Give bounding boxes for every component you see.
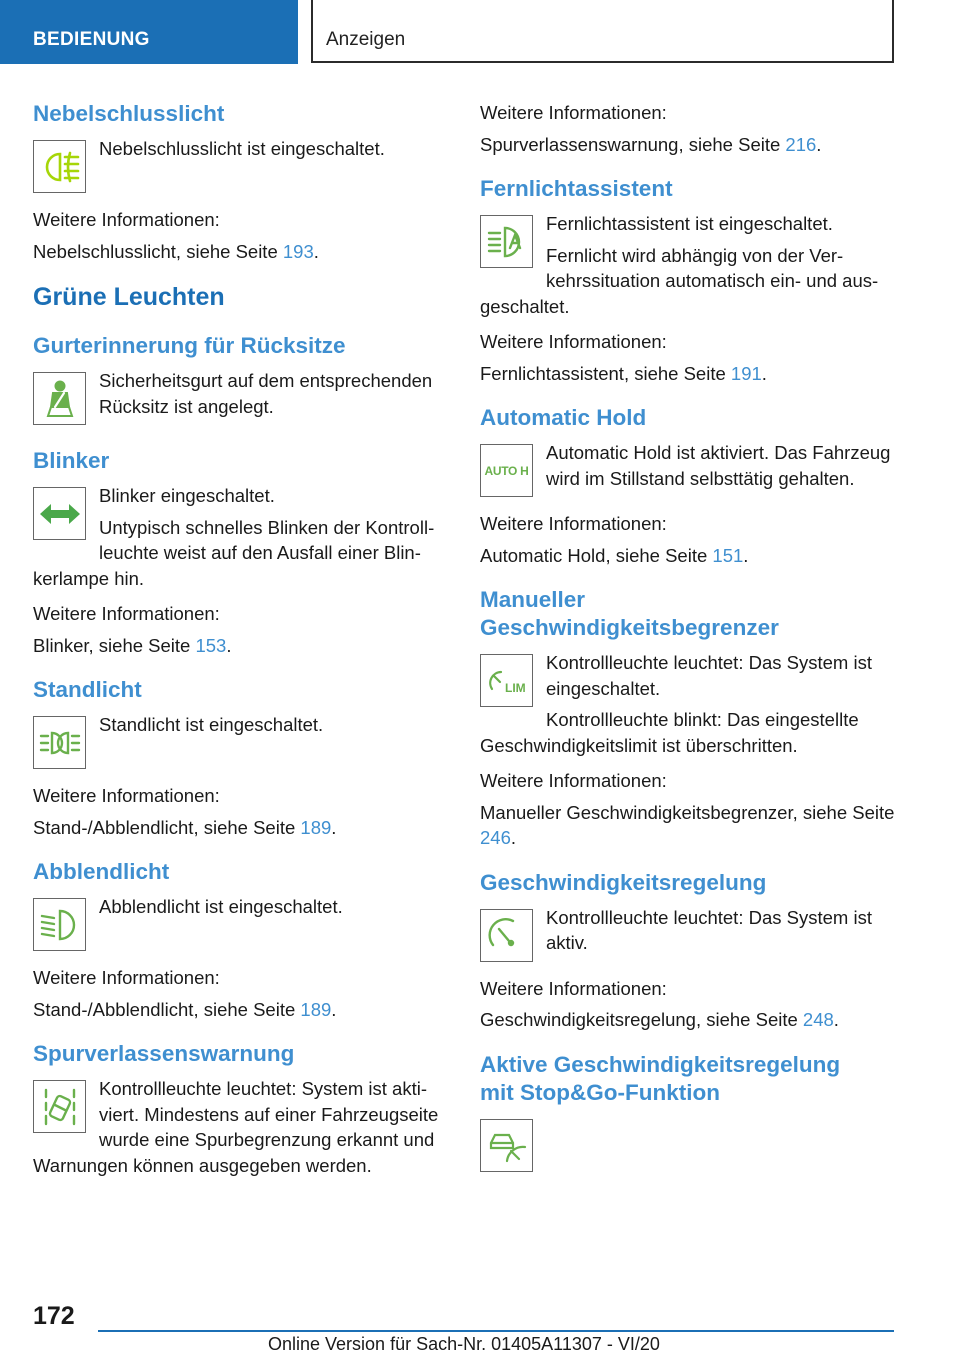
speed-limiter-icon xyxy=(480,654,533,707)
text-nebelschlusslicht: Nebelschlusslicht ist eingeschaltet. xyxy=(99,138,385,159)
section-abblendlicht: Abblendlicht Abblendlicht ist eingeschaltet. Weitere Informationen: Stand-/Abblendlicht, siehe Seite 189. xyxy=(33,858,449,1022)
cruise-control-icon xyxy=(480,909,533,962)
section-geschwindigkeitsregelung: Geschwindigkeitsregelung Kontrollleuchte leuchtet: Das System ist aktiv. Weitere Informationen: Geschwindigkeitsregelung, siehe Seite 248. xyxy=(480,869,896,1033)
lane-departure-icon xyxy=(33,1080,86,1133)
section-acc-stop-go xyxy=(480,1051,896,1176)
heading-geschwindigkeitsregelung: Geschwindigkeitsregelung xyxy=(480,869,767,895)
page-link[interactable]: 151 xyxy=(712,544,744,566)
section-geschwindigkeitsbegrenzer: Manueller Geschwindigkeitsbegrenzer LIM Kontrollleuchte leuchtet: Das System ist eingeschaltet. Kontrollleuchte blinkt: Das eingestellte Geschwindigkeitslimit ist überschritten. Weitere Informationen: Manueller Geschwindigkeitsbegrenzer, siehe Seite 246. xyxy=(480,587,895,848)
right-column xyxy=(480,100,896,1194)
speed-limiter-icon-text: LIM xyxy=(504,680,526,695)
text-spurverlassenswarnung: Kontrollleuchte leuchtet: System ist aktiviert. Mindestens auf einer Fahrzeugseite wurde eine Spurbegrenzung erkannt und Warnungen können ausgegeben werden. xyxy=(33,1078,439,1176)
heading-abblendlicht: Abblendlicht xyxy=(33,859,170,884)
text-fernlicht-2: Fernlicht wird abhängig von der Verkehrssituation automatisch ein- und ausgeschaltet. xyxy=(480,244,879,317)
section-gurterinnerung xyxy=(33,332,449,429)
info-label: Weitere Informationen: xyxy=(33,209,220,230)
ref-text: Nebelschlusslicht, siehe Seite xyxy=(33,240,283,262)
high-beam-assistant-icon xyxy=(480,215,533,268)
text-lim-2: Kontrollleuchte blinkt: Das eingestellte Geschwindigkeitslimit ist überschritten. xyxy=(480,709,859,756)
heading-spurverlassenswarnung: Spurverlassenswarnung xyxy=(33,1041,295,1066)
ref-text: Stand-/Abblendlicht, siehe Seite xyxy=(33,998,301,1020)
text-fernlicht-1: Fernlichtassistent ist eingeschaltet. xyxy=(546,213,833,234)
ref-text: Spurverlassenswarnung, siehe Seite xyxy=(480,133,786,155)
footer-online-version: Online Version für Sach-Nr. 01405A11307 - VI/20 xyxy=(268,1334,660,1354)
section-fernlichtassistent: Fernlichtassistent Fernlichtassistent ist eingeschaltet. Fernlicht wird abhängig von der Verkehrssituation automatisch ein- und ausgeschaltet. Weitere Informationen: Fernlichtassistent, siehe Seite 191. xyxy=(480,175,896,386)
text-geschwindigkeitsregelung: Kontrollleuchte leuchtet: Das System ist aktiv. xyxy=(546,906,872,953)
heading-standlicht: Standlicht xyxy=(33,677,142,702)
page-link[interactable]: 248 xyxy=(802,1009,834,1030)
info-label: Weitere Informationen: xyxy=(480,331,667,352)
heading-geschwindigkeitsbegrenzer: Manueller Geschwindigkeitsbegrenzer xyxy=(480,587,779,640)
page-number: 172 xyxy=(33,1302,75,1330)
ref-text: Automatic Hold, siehe Seite xyxy=(480,544,713,566)
text-automatic-hold: Automatic Hold ist aktiviert. Das Fahrzeug wird im Stillstand selbsttätig gehalten. xyxy=(546,442,891,489)
active-cruise-control-icon xyxy=(480,1119,533,1172)
page-link[interactable]: 153 xyxy=(195,634,227,656)
ref-text: Geschwindigkeitsregelung, siehe Seite xyxy=(480,1009,803,1030)
page-link[interactable]: 193 xyxy=(282,240,314,262)
heading-fernlichtassistent: Fernlichtassistent xyxy=(480,176,673,201)
info-label: Weitere Informationen: xyxy=(33,785,220,806)
auto-hold-icon-text: AUTO H xyxy=(484,463,529,478)
info-label: Weitere Informationen: xyxy=(480,977,667,999)
text-lim-1: Kontrollleuchte leuchtet: Das System ist eingeschaltet. xyxy=(546,652,872,699)
section-spur-info: Weitere Informationen: Spurverlassenswarnung, siehe Seite 216. xyxy=(480,100,896,157)
text-blinker-1: Blinker eingeschaltet. xyxy=(99,485,275,506)
turn-signal-icon xyxy=(33,487,86,540)
text-gurterinnerung: Sicherheitsgurt auf dem entsprechenden Rücksitz ist angelegt. xyxy=(99,370,433,417)
info-label: Weitere Informationen: xyxy=(480,513,667,534)
heading-nebelschlusslicht: Nebelschlusslicht xyxy=(33,101,225,126)
heading-automatic-hold: Automatic Hold xyxy=(480,405,647,430)
section-nebelschlusslicht: Nebelschlusslicht Nebelschlusslicht ist eingeschaltet. Weitere Informationen: Nebelschlusslicht, siehe Seite 193. xyxy=(33,100,449,264)
text-standlicht: Standlicht ist eingeschaltet. xyxy=(99,714,324,735)
chapter-title: Anzeigen xyxy=(326,29,406,50)
footer-divider xyxy=(98,1330,894,1332)
section-tab xyxy=(0,0,298,64)
page-link[interactable]: 189 xyxy=(300,998,332,1020)
section-standlicht: Standlicht Standlicht ist eingeschaltet. Weitere Informationen: Stand-/Abblendlicht, siehe Seite 189. xyxy=(33,676,449,840)
heading-gruene-leuchten: Grüne Leuchten xyxy=(33,283,225,311)
info-label: Weitere Informationen: xyxy=(480,770,667,791)
low-beam-icon xyxy=(33,898,86,951)
section-title: BEDIENUNG xyxy=(33,29,150,50)
heading-blinker: Blinker xyxy=(33,448,110,473)
left-column xyxy=(33,100,449,1196)
info-label: Weitere Informationen: xyxy=(33,967,220,988)
ref-text: Manueller Geschwindigkeitsbegrenzer, siehe Seite xyxy=(480,801,895,823)
page-link[interactable]: 246 xyxy=(480,827,511,848)
info-label: Weitere Informationen: xyxy=(33,603,220,624)
section-blinker: Blinker Blinker eingeschaltet. Untypisch schnelles Blinken der Kontrollleuchte weist auf den Ausfall einer Blinkerlampe hin. Weitere Informationen: Blinker, siehe Seite 153. xyxy=(33,447,449,658)
parking-light-icon xyxy=(33,716,86,769)
heading-gurterinnerung: Gurterinnerung für Rücksitze xyxy=(33,333,346,358)
page-link[interactable]: 189 xyxy=(300,816,332,838)
info-label: Weitere Informationen: xyxy=(480,102,667,123)
heading-acc-stop-go: Aktive Geschwindigkeitsregelung mit Stop&Go-Funktion xyxy=(480,1051,841,1105)
rear-fog-light-icon xyxy=(33,140,86,193)
text-blinker-2: Untypisch schnelles Blinken der Kontrollleuchte weist auf den Ausfall einer Blinkerlampe hin. xyxy=(33,516,435,589)
page-link[interactable]: 191 xyxy=(730,362,762,384)
ref-text: Blinker, siehe Seite xyxy=(33,634,196,656)
section-spurverlassenswarnung xyxy=(33,1040,449,1178)
ref-text: Stand-/Abblendlicht, siehe Seite xyxy=(33,816,301,838)
page-link[interactable]: 216 xyxy=(785,133,817,155)
section-automatic-hold: Automatic Hold AUTO H Automatic Hold ist aktiviert. Das Fahrzeug wird im Stillstand selbsttätig gehalten. Weitere Informationen: Automatic Hold, siehe Seite 151. xyxy=(480,404,896,568)
auto-hold-icon xyxy=(480,444,533,497)
seatbelt-icon xyxy=(33,372,86,425)
chapter-tab xyxy=(311,0,894,63)
ref-text: Fernlichtassistent, siehe Seite xyxy=(480,362,731,384)
text-abblendlicht: Abblendlicht ist eingeschaltet. xyxy=(99,896,343,917)
